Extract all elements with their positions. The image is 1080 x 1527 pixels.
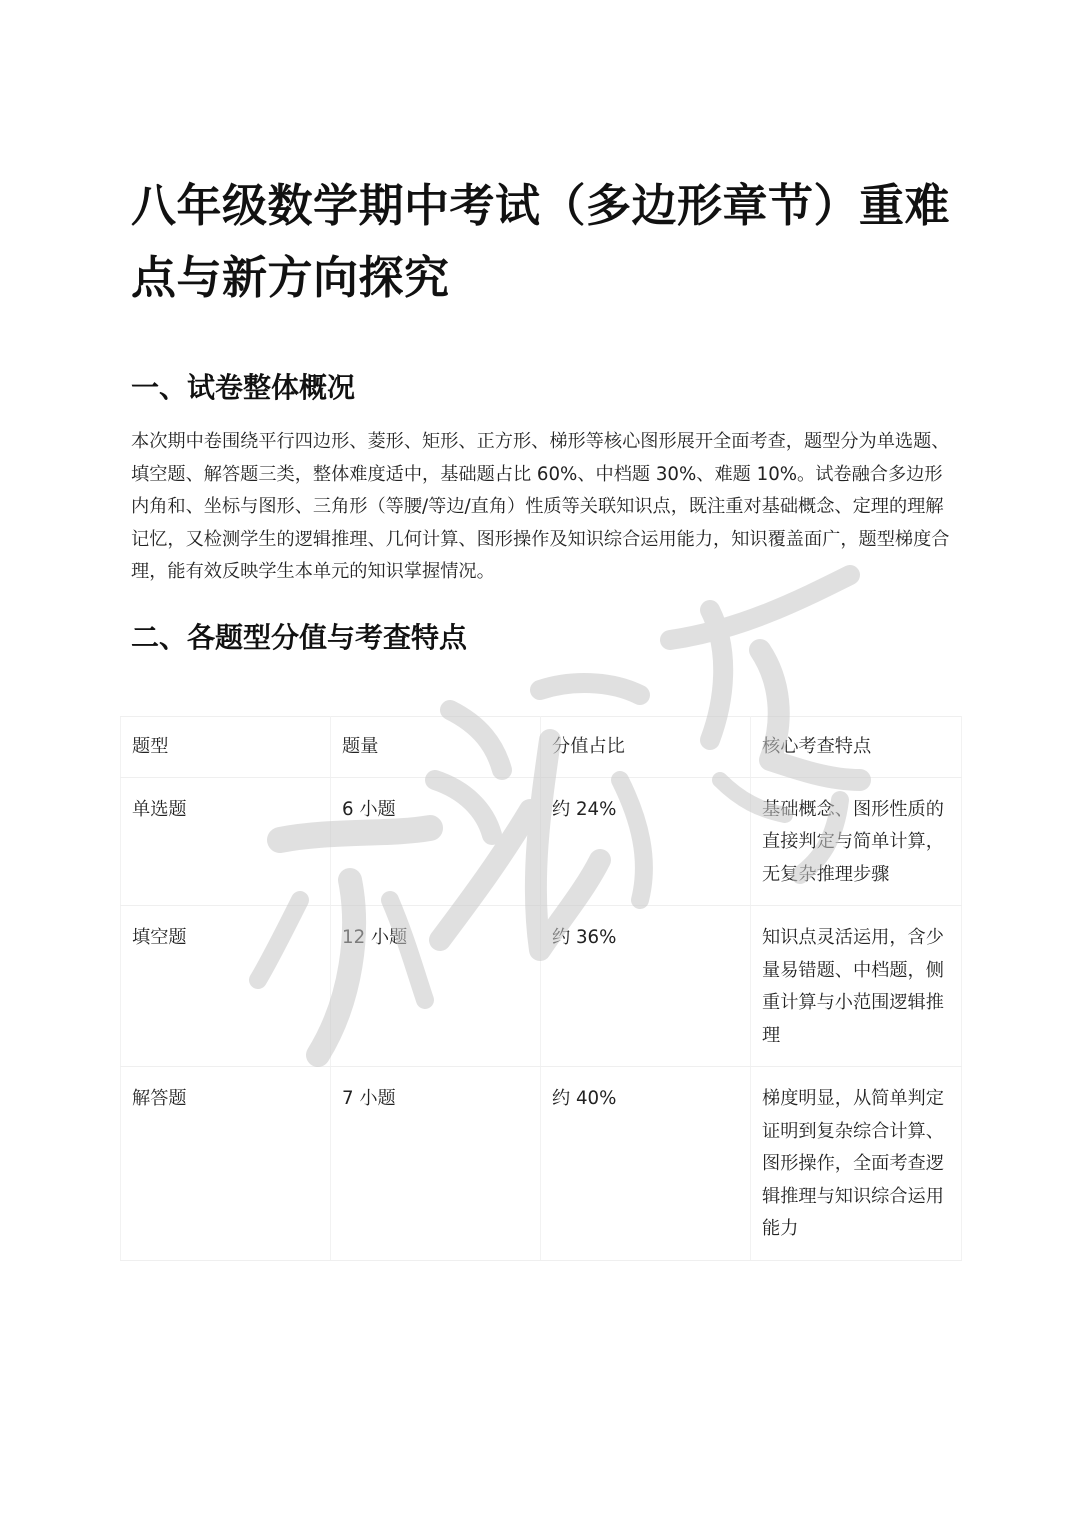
table-cell: 单选题	[121, 777, 331, 906]
section-heading-overview: 一、试卷整体概况	[131, 371, 356, 404]
table-cell: 12 小题	[331, 906, 541, 1067]
table-row	[121, 1067, 962, 1261]
table-cell: 约 40%	[541, 1067, 751, 1261]
table-header-cell: 分值占比	[541, 717, 751, 778]
document-title: 八年级数学期中考试（多边形章节）重难点与新方向探究	[131, 179, 951, 304]
table-header-cell: 核心考查特点	[751, 717, 962, 778]
table-cell: 6 小题	[331, 777, 541, 906]
table-cell: 基础概念、图形性质的直接判定与简单计算，无复杂推理步骤	[751, 777, 962, 906]
section-heading-question-types: 二、各题型分值与考查特点	[131, 621, 468, 654]
table-cell: 填空题	[121, 906, 331, 1067]
table-header-cell: 题型	[121, 717, 331, 778]
table-cell: 知识点灵活运用，含少量易错题、中档题，侧重计算与小范围逻辑推理	[751, 906, 962, 1067]
table-cell: 约 24%	[541, 777, 751, 906]
table-cell: 7 小题	[331, 1067, 541, 1261]
table-header-cell: 题量	[331, 717, 541, 778]
table-cell: 约 36%	[541, 906, 751, 1067]
table-header-row	[121, 717, 962, 778]
table-row	[121, 906, 962, 1067]
table-cell: 梯度明显，从简单判定证明到复杂综合计算、图形操作，全面考查逻辑推理与知识综合运用能力	[751, 1067, 962, 1261]
overview-paragraph: 本次期中卷围绕平行四边形、菱形、矩形、正方形、梯形等核心图形展开全面考查，题型分为单选题、填空题、解答题三类，整体难度适中，基础题占比 60%、中档题 30%、难题 10%。试卷融合多边形内角和、坐标与图形、三角形（等腰/等边/直角）性质等关联知识点，既注重对基础概念、定理的理解记忆，又检测学生的逻辑推理、几何计算、图形操作及知识综合运用能力，知识覆盖面广，题型梯度合理，能有效反映学生本单元的知识掌握情况。	[131, 431, 950, 582]
table-row	[121, 777, 962, 906]
question-type-table	[120, 716, 962, 1261]
table-cell: 解答题	[121, 1067, 331, 1261]
